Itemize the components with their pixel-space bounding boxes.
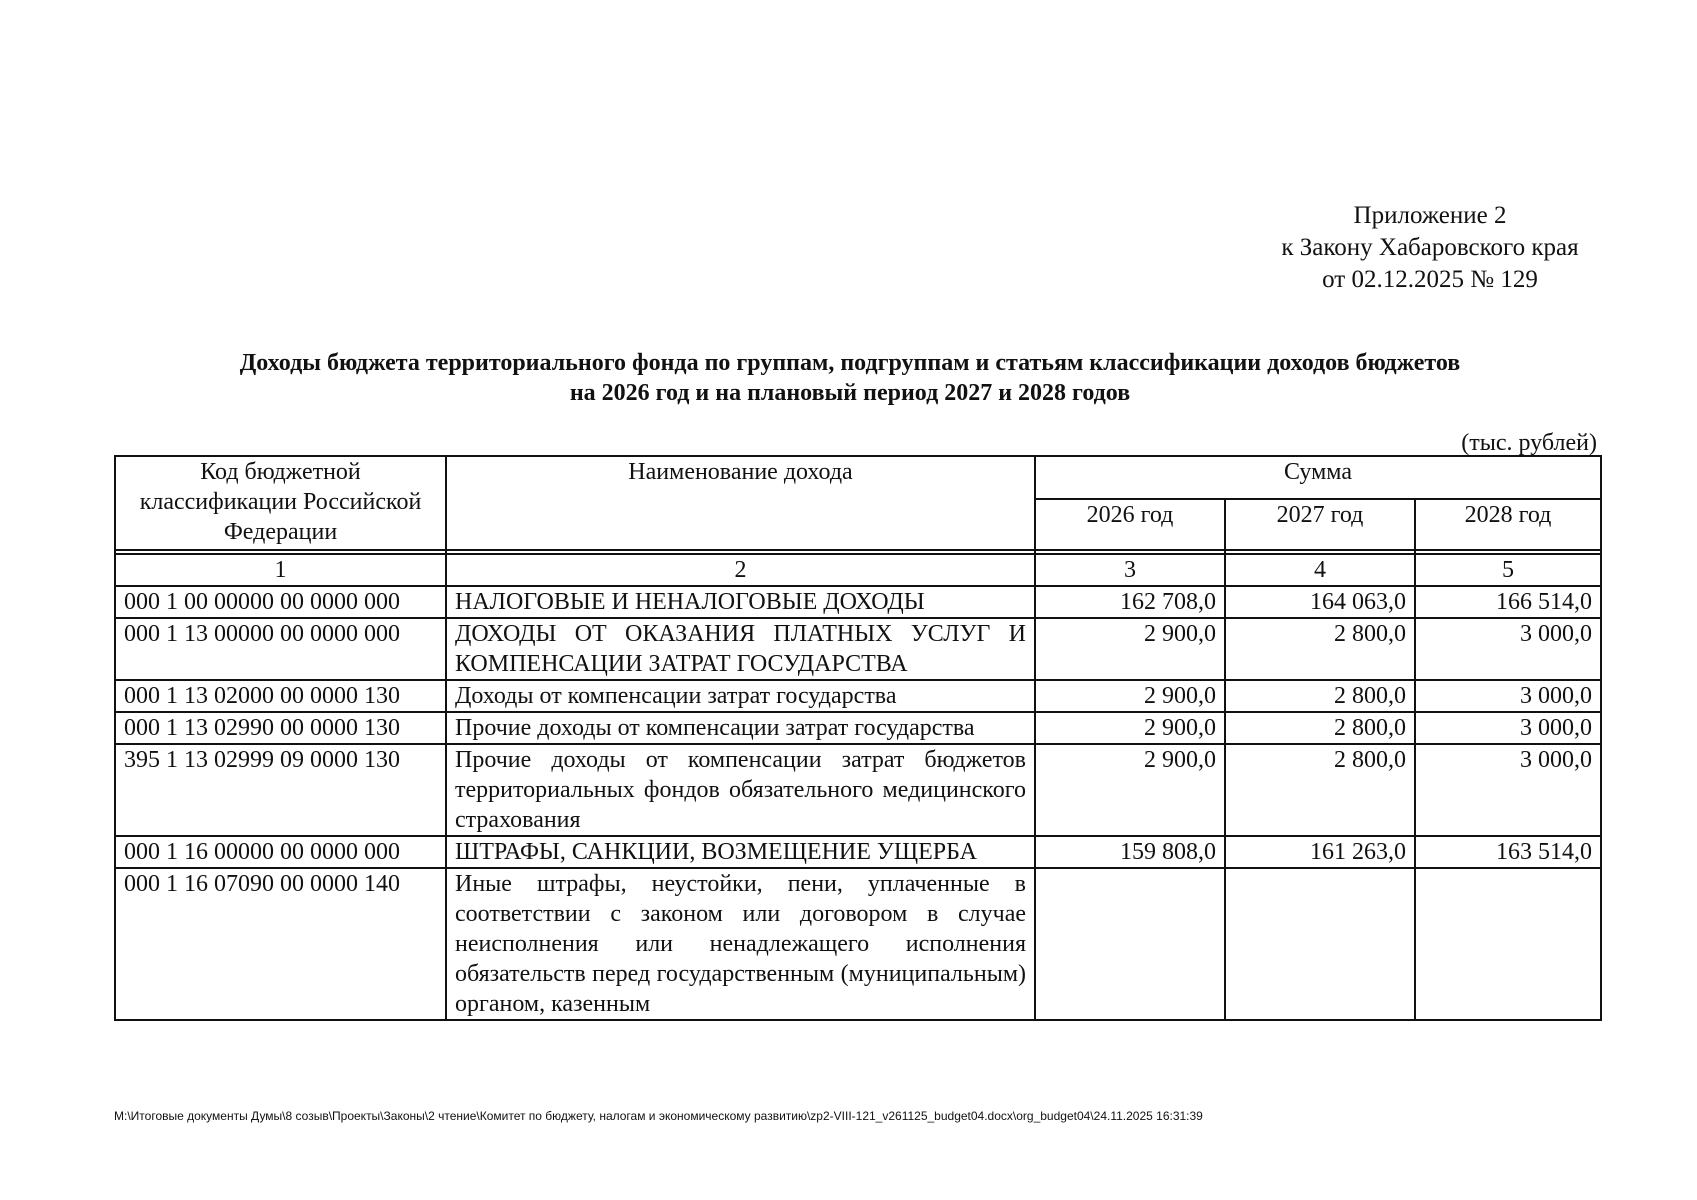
row-value-2026: 2 900,0 — [1035, 680, 1225, 712]
appendix-line-1: Приложение 2 — [1353, 202, 1507, 229]
col-number: 5 — [1415, 554, 1601, 586]
row-code: 395 1 13 02999 09 0000 130 — [115, 744, 446, 836]
row-code: 000 1 16 00000 00 0000 000 — [115, 836, 446, 868]
title-line-1: Доходы бюджета территориального фонда по группам, подгруппам и статьям классификации доходов бюджетов — [239, 350, 1461, 376]
row-code: 000 1 13 00000 00 0000 000 — [115, 618, 446, 680]
row-value-2027: 161 263,0 — [1225, 836, 1415, 868]
appendix-line-3: от 02.12.2025 № 129 — [1322, 266, 1538, 293]
row-name: Иные штрафы, неустойки, пени, уплаченные в соответствии с законом или договором в случае неисполнения или ненадлежащего исполнения обязательств перед государственным (муниципальным) органом, казенным — [446, 868, 1035, 1020]
table-row — [115, 618, 1601, 680]
header-2027: 2027 год — [1225, 499, 1415, 550]
row-value-2027: 2 800,0 — [1225, 744, 1415, 836]
title-line-2: на 2026 год и на плановый период 2027 и 2028 годов — [569, 380, 1131, 406]
row-value-2028: 3 000,0 — [1415, 618, 1601, 680]
row-code: 000 1 13 02990 00 0000 130 — [115, 712, 446, 744]
row-name: Прочие доходы от компенсации затрат государства — [446, 712, 1035, 744]
header-code: Код бюджетной классификации Российской Федерации — [115, 456, 446, 550]
row-value-2026: 159 808,0 — [1035, 836, 1225, 868]
unit-label: (тыс. рублей) — [1461, 430, 1597, 456]
table-row — [115, 712, 1601, 744]
row-code: 000 1 13 02000 00 0000 130 — [115, 680, 446, 712]
appendix-header — [1240, 200, 1620, 296]
table-row — [115, 744, 1601, 836]
budget-table — [114, 455, 1602, 1021]
row-name: ДОХОДЫ ОТ ОКАЗАНИЯ ПЛАТНЫХ УСЛУГ И КОМПЕНСАЦИИ ЗАТРАТ ГОСУДАРСТВА — [446, 618, 1035, 680]
row-name: Прочие доходы от компенсации затрат бюджетов территориальных фондов обязательного медицинского страхования — [446, 744, 1035, 836]
col-number: 4 — [1225, 554, 1415, 586]
row-value-2026: 162 708,0 — [1035, 586, 1225, 618]
header-name: Наименование дохода — [446, 456, 1035, 550]
row-name: ШТРАФЫ, САНКЦИИ, ВОЗМЕЩЕНИЕ УЩЕРБА — [446, 836, 1035, 868]
row-value-2026 — [1035, 868, 1225, 1020]
document-title — [150, 348, 1550, 408]
row-value-2027: 164 063,0 — [1225, 586, 1415, 618]
header-sum: Сумма — [1035, 456, 1601, 499]
table-row — [115, 836, 1601, 868]
table-row — [115, 586, 1601, 618]
header-2026: 2026 год — [1035, 499, 1225, 550]
row-value-2027 — [1225, 868, 1415, 1020]
row-value-2026: 2 900,0 — [1035, 712, 1225, 744]
row-value-2028 — [1415, 868, 1601, 1020]
header-row-1 — [115, 456, 1601, 499]
row-value-2027: 2 800,0 — [1225, 712, 1415, 744]
col-number: 1 — [115, 554, 446, 586]
row-value-2026: 2 900,0 — [1035, 618, 1225, 680]
row-value-2028: 3 000,0 — [1415, 680, 1601, 712]
row-value-2027: 2 800,0 — [1225, 618, 1415, 680]
row-code: 000 1 00 00000 00 0000 000 — [115, 586, 446, 618]
row-name: Доходы от компенсации затрат государства — [446, 680, 1035, 712]
row-value-2027: 2 800,0 — [1225, 680, 1415, 712]
row-name: НАЛОГОВЫЕ И НЕНАЛОГОВЫЕ ДОХОДЫ — [446, 586, 1035, 618]
row-code: 000 1 16 07090 00 0000 140 — [115, 868, 446, 1020]
row-value-2026: 2 900,0 — [1035, 744, 1225, 836]
file-path-footer: M:\Итоговые документы Думы\8 созыв\Проекты\Законы\2 чтение\Комитет по бюджету, налогам и экономическому развитию\zp2-VIII-121_v261125_budget04.docx\org_budget04\24.11.2025 16:31:39 — [114, 1109, 1203, 1123]
table-row — [115, 868, 1601, 1020]
column-numbers-row — [115, 554, 1601, 586]
row-value-2028: 3 000,0 — [1415, 712, 1601, 744]
header-2028: 2028 год — [1415, 499, 1601, 550]
table-row — [115, 680, 1601, 712]
row-value-2028: 3 000,0 — [1415, 744, 1601, 836]
col-number: 3 — [1035, 554, 1225, 586]
appendix-line-2: к Закону Хабаровского края — [1281, 234, 1579, 261]
row-value-2028: 166 514,0 — [1415, 586, 1601, 618]
row-value-2028: 163 514,0 — [1415, 836, 1601, 868]
col-number: 2 — [446, 554, 1035, 586]
